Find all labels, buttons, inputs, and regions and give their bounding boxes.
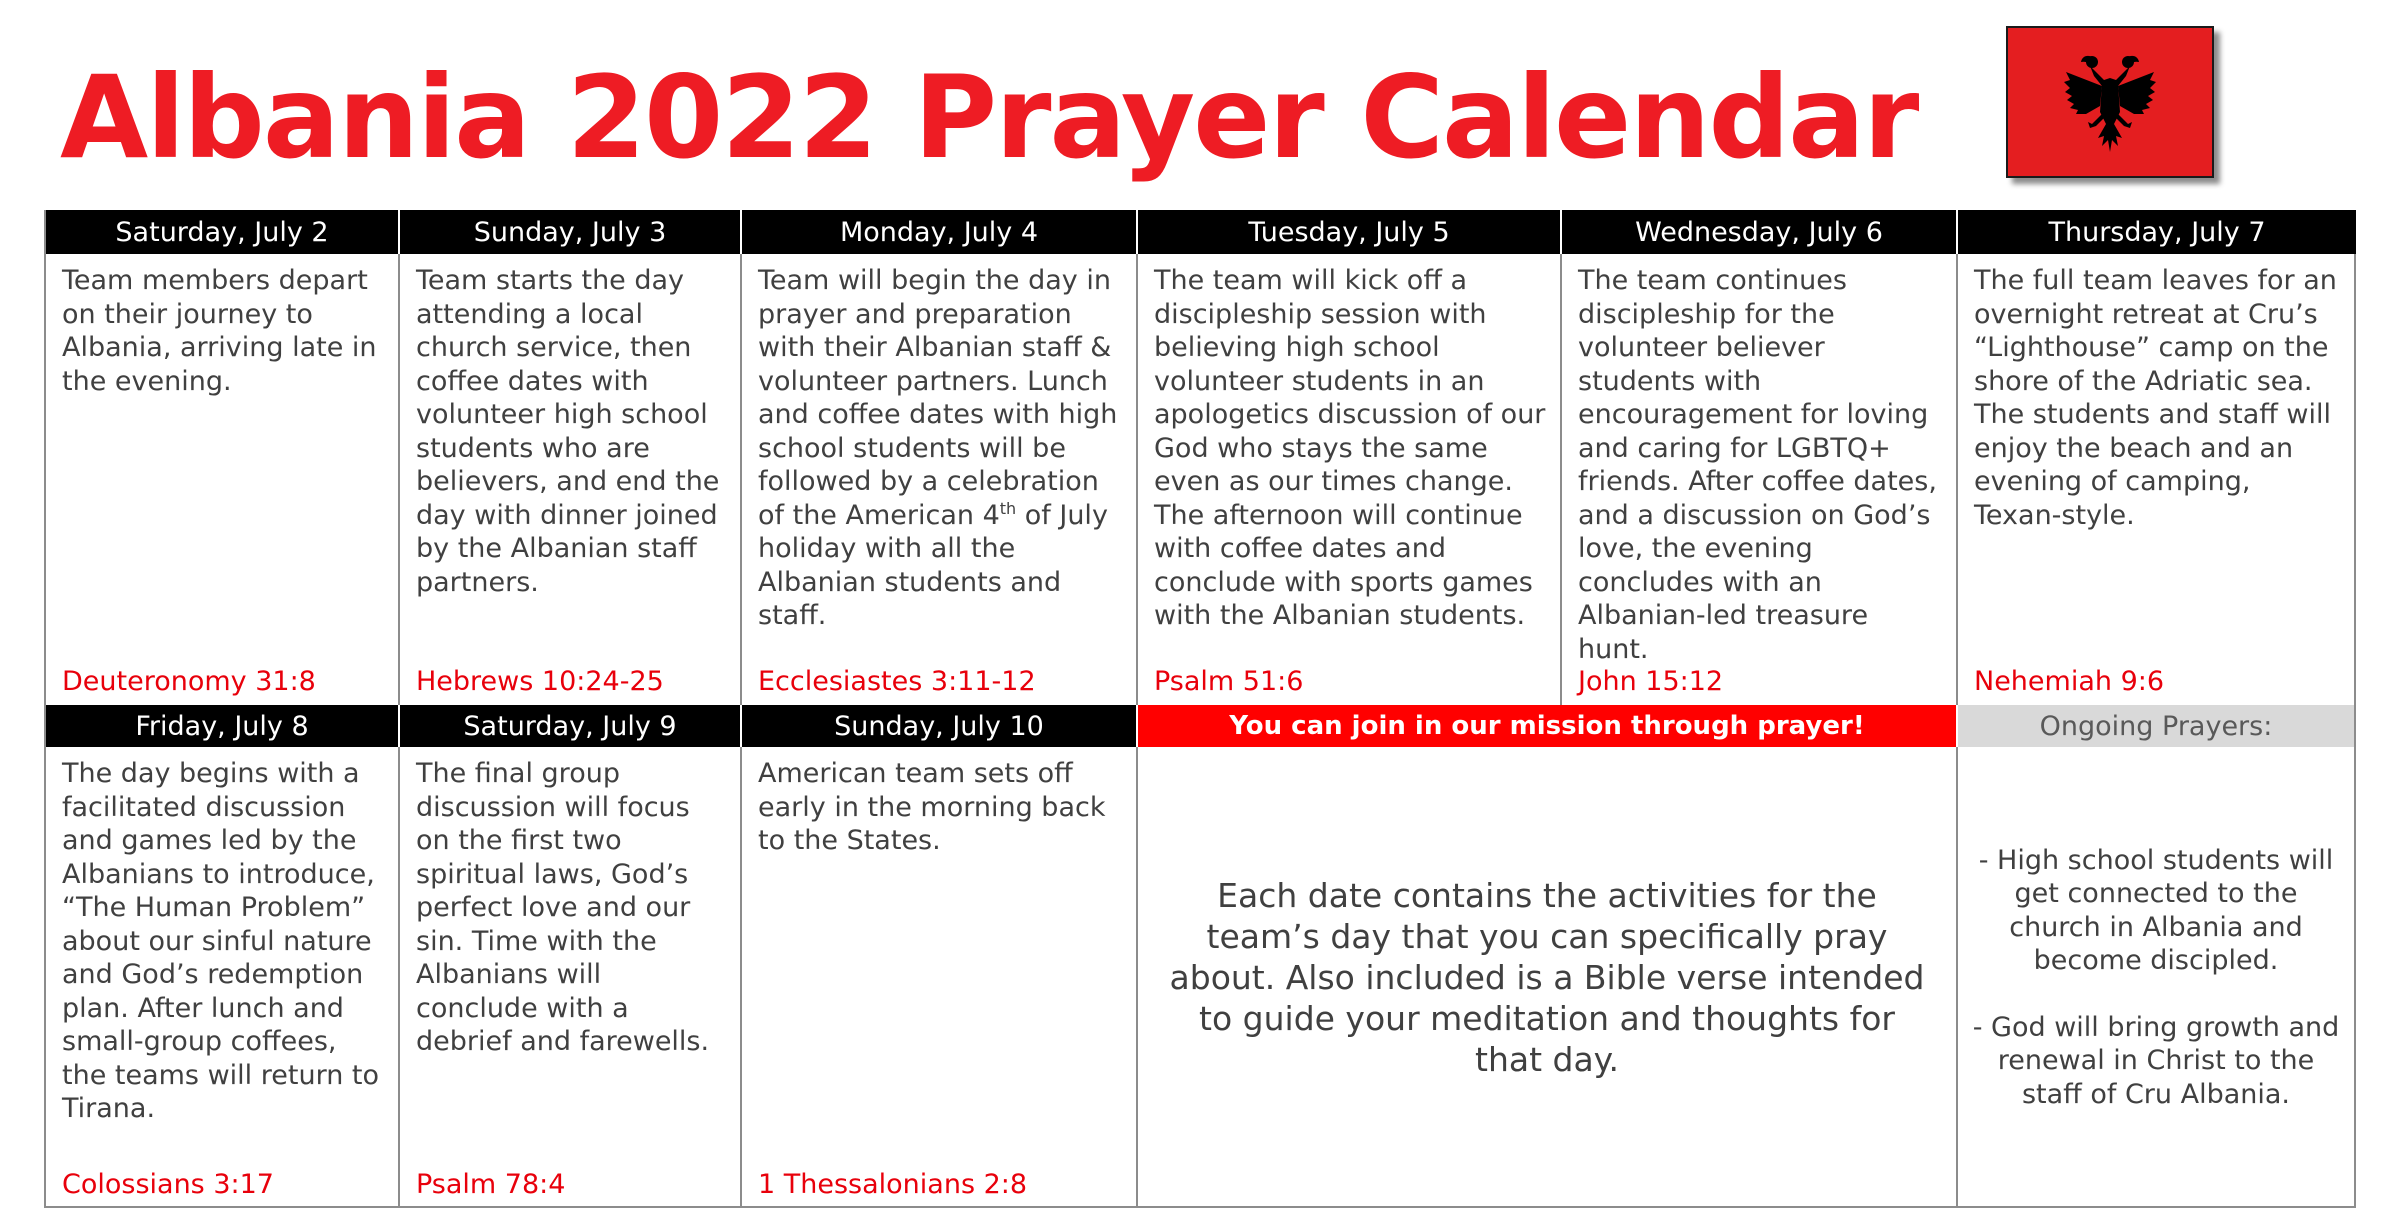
day-description: The day begins with a facilitated discussion and games led by the Albanians to introduce, “The Human Problem” about our sinful nature and God’s redemption plan. After lunch and small-group coffees, the teams will return to Tirana. — [62, 758, 379, 1124]
ongoing-prayer-item: - God will bring growth and renewal in Christ to the staff of Cru Albania. — [1972, 1011, 2340, 1110]
day-header: Wednesday, July 6 — [1562, 210, 1958, 254]
day-description: The full team leaves for an overnight retreat at Cru’s “Lighthouse” camp on the shore of the Adriatic sea. The students and staff will enjoy the beach and an evening of camping, Texan-style. — [1974, 265, 2337, 531]
bible-verse: John 15:12 — [1578, 666, 1724, 697]
mission-text: Each date contains the activities for the team’s day that you can specifically pray about. Also included is a Bible verse intended to guide your meditation and thoughts for that day. — [1169, 876, 1925, 1079]
day-cell — [1958, 254, 2356, 705]
bible-verse: Psalm 78:4 — [416, 1169, 566, 1200]
day-cell — [400, 747, 742, 1208]
day-header: Friday, July 8 — [46, 705, 400, 747]
ongoing-prayers-header: Ongoing Prayers: — [1958, 705, 2356, 747]
bible-verse: Psalm 51:6 — [1154, 666, 1304, 697]
bible-verse: 1 Thessalonians 2:8 — [758, 1169, 1028, 1200]
day-header: Tuesday, July 5 — [1138, 210, 1562, 254]
day-description-part: Team will begin the day in prayer and preparation with their Albanian staff & volunteer partners. Lunch and coffee dates with high school students will be followed by a celebration of the American 4 — [758, 265, 1118, 531]
day-cell — [46, 747, 400, 1208]
day-description-part: of July holiday with all the Albanian students and staff. — [758, 499, 1108, 631]
day-header: Saturday, July 2 — [46, 210, 400, 254]
day-cell — [1562, 254, 1958, 705]
double-headed-eagle-icon — [2064, 50, 2156, 154]
day-header: Monday, July 4 — [742, 210, 1138, 254]
mission-explanation — [1138, 747, 1958, 1208]
bible-verse: Colossians 3:17 — [62, 1169, 274, 1200]
day-header: Sunday, July 10 — [742, 705, 1138, 747]
prayer-calendar-grid — [44, 210, 2354, 1208]
ongoing-prayer-item: - High school students will get connected to the church in Albania and become discipled. — [1978, 844, 2334, 977]
day-description: Team members depart on their journey to Albania, arriving late in the evening. — [62, 265, 377, 397]
day-description: The final group discussion will focus on the first two spiritual laws, God’s perfect love and our sin. Time with the Albanians will conclude with a debrief and farewells. — [416, 758, 710, 1057]
day-cell — [46, 254, 400, 705]
mission-header: You can join in our mission through prayer! — [1138, 705, 1958, 747]
day-description: Team starts the day attending a local church service, then coffee dates with volunteer high school students who are believers, and end the day with dinner joined by the Albanian staff partners. — [416, 265, 720, 598]
ordinal-suffix: th — [999, 498, 1017, 518]
day-cell — [742, 254, 1138, 705]
day-description: American team sets off early in the morning back to the States. — [758, 758, 1106, 856]
day-cell — [1138, 254, 1562, 705]
day-description: The team continues discipleship for the volunteer believer students with encouragement for loving and caring for LGBTQ+ friends. After coffee dates, and a discussion on God’s love, the evening concludes with an Albanian-led treasure hunt. — [1578, 265, 1937, 665]
bible-verse: Deuteronomy 31:8 — [62, 666, 316, 697]
day-description: The team will kick off a discipleship session with believing high school volunteer students in an apologetics discussion of our God who stays the same even as our times change. The afternoon will continue with coffee dates and conclude with sports games with the Albanian students. — [1154, 265, 1546, 631]
day-header: Saturday, July 9 — [400, 705, 742, 747]
day-header: Thursday, July 7 — [1958, 210, 2356, 254]
day-cell — [400, 254, 742, 705]
bible-verse: Ecclesiastes 3:11-12 — [758, 666, 1036, 697]
day-description — [758, 264, 1122, 633]
ongoing-prayers — [1958, 747, 2356, 1208]
albania-flag — [2006, 26, 2214, 178]
day-header: Sunday, July 3 — [400, 210, 742, 254]
bible-verse: Hebrews 10:24-25 — [416, 666, 664, 697]
page-title: Albania 2022 Prayer Calendar — [60, 51, 1918, 184]
bible-verse: Nehemiah 9:6 — [1974, 666, 2165, 697]
day-cell — [742, 747, 1138, 1208]
